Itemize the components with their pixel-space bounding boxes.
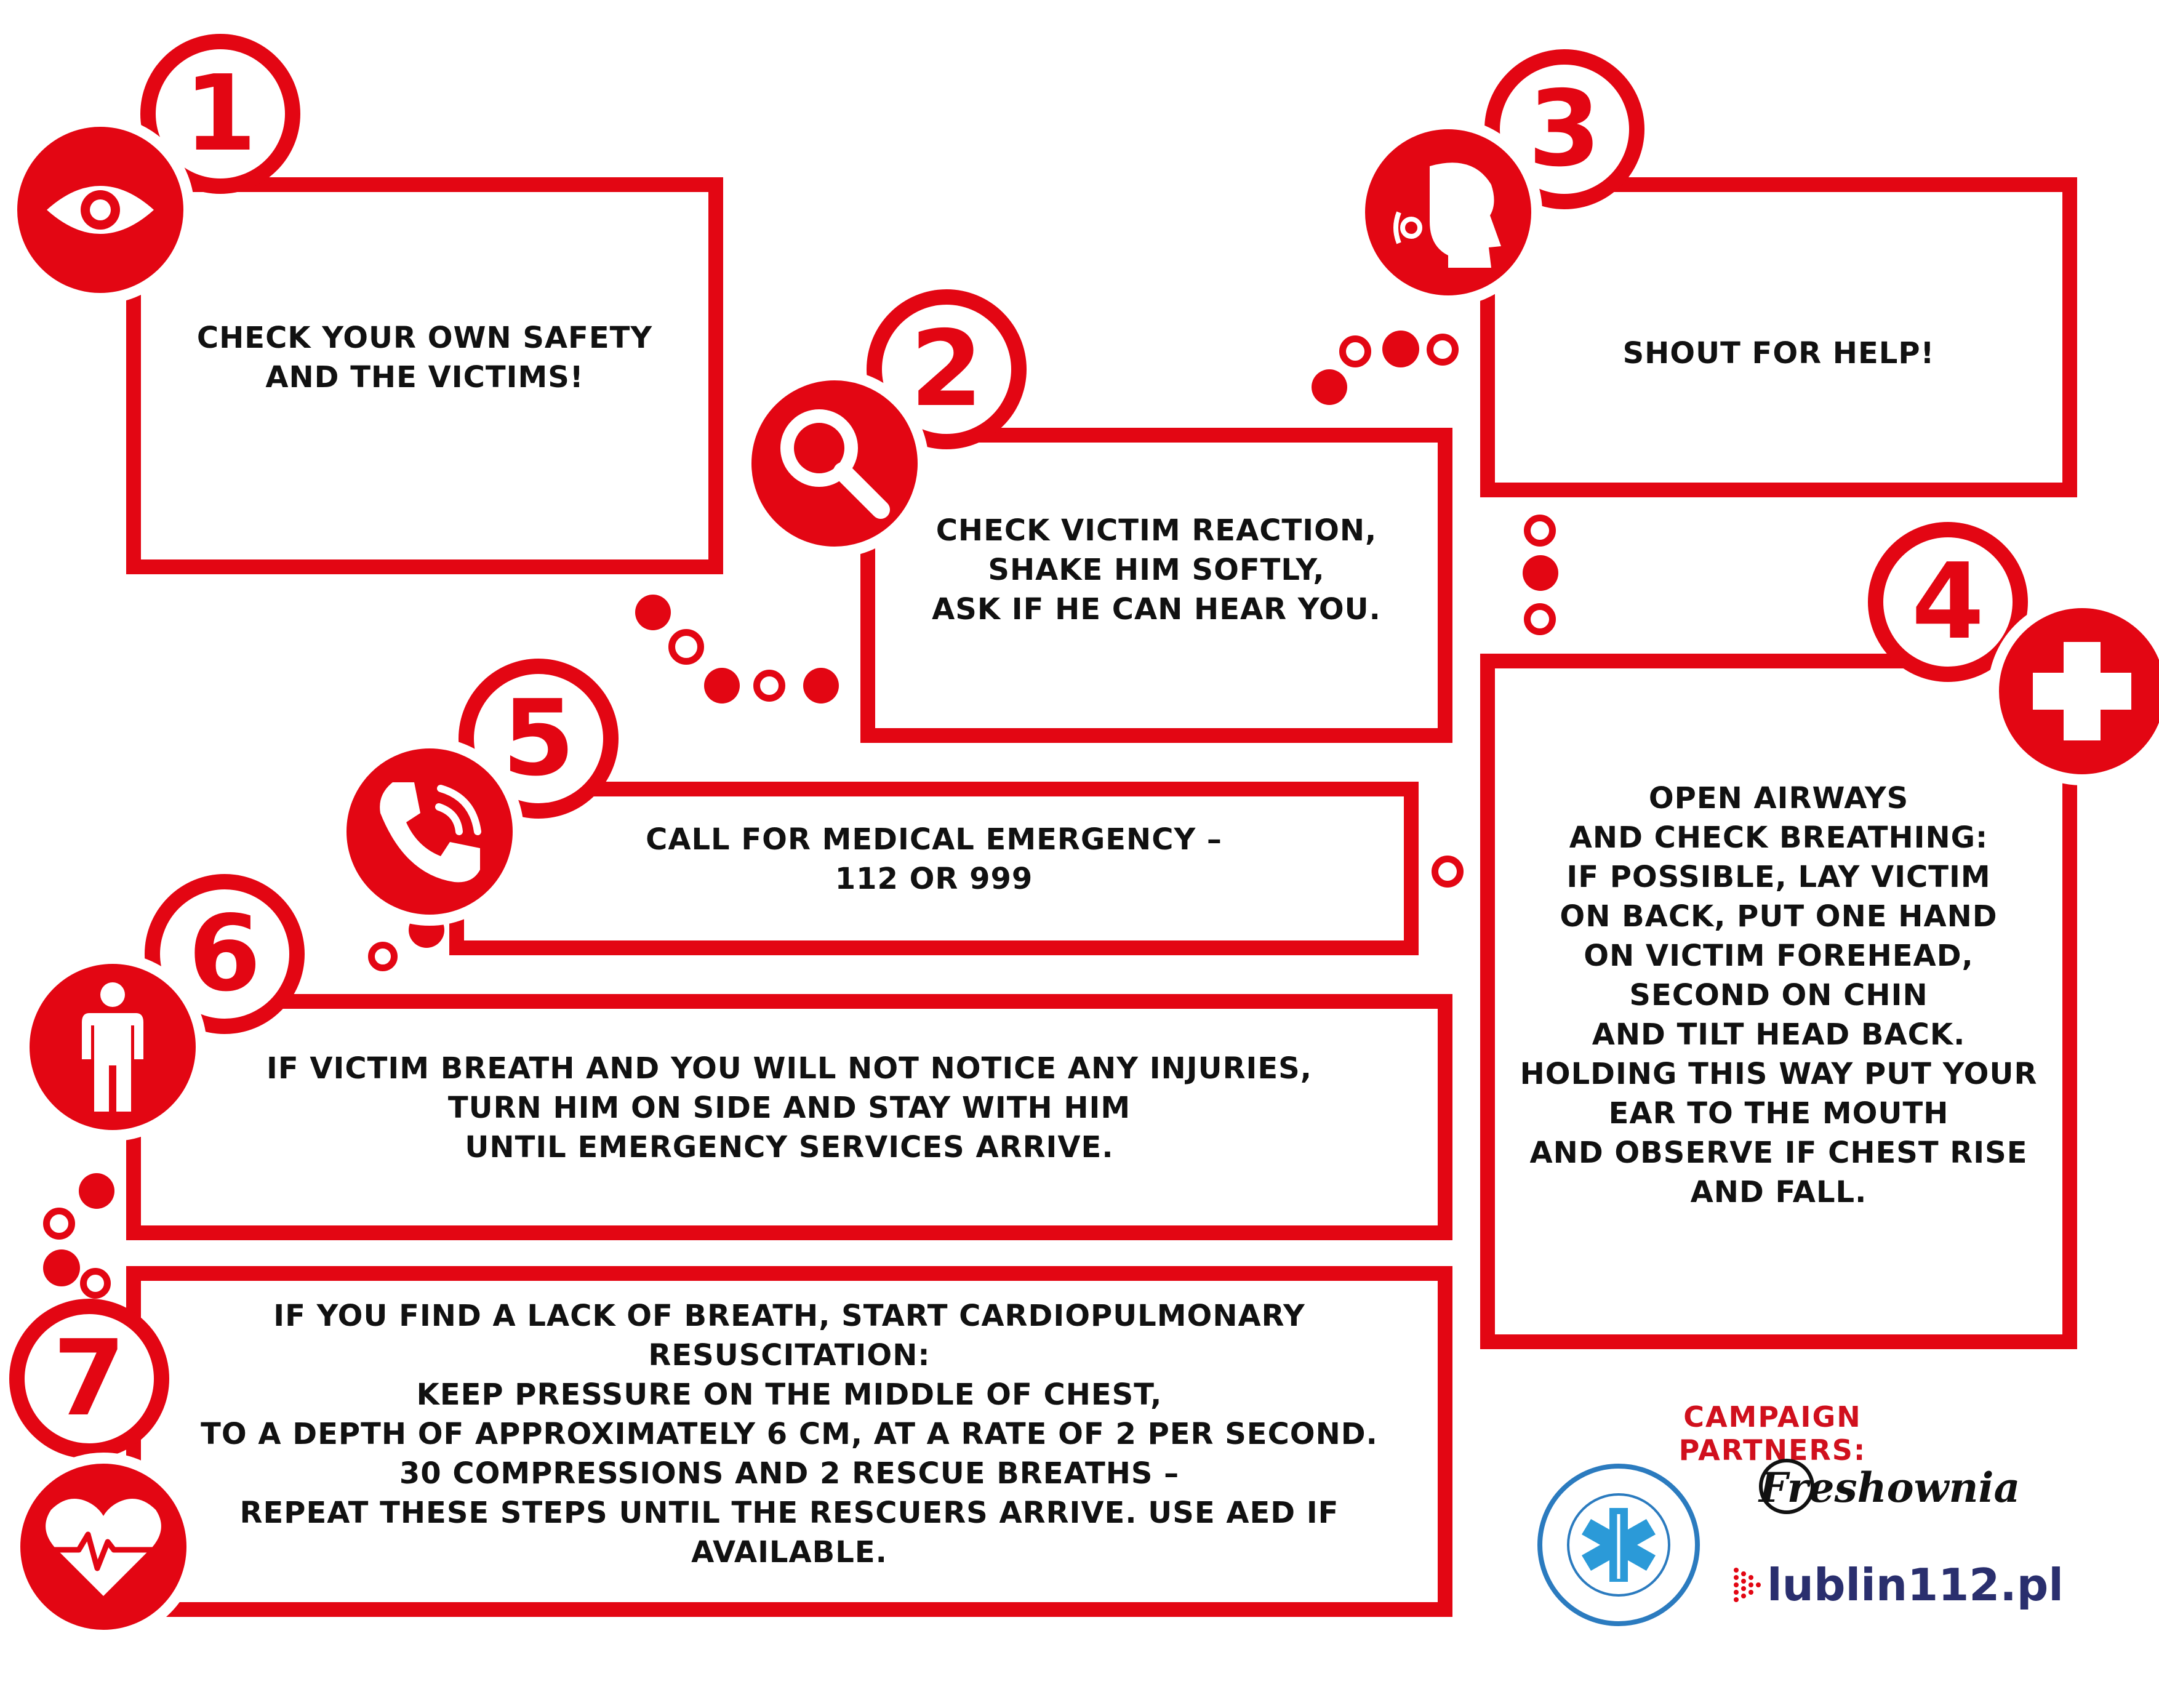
step-3-text: SHOUT FOR HELP! [1622,336,1935,371]
step-5-text: CALL FOR MEDICAL EMERGENCY – 112 OR 999 [646,822,1222,896]
lublin112-logo [1732,1557,2064,1613]
person-icon [76,979,150,1115]
connector-dot [80,1268,111,1299]
step-1-number: 1 [183,53,257,175]
connector-dot [1524,515,1556,547]
connector-dot [753,670,785,702]
connector-dot [1523,555,1558,591]
step-1-card [126,177,723,574]
step-2-card [860,428,1452,743]
lublin112-logo-text: lublin112.pl [1767,1559,2064,1611]
freshownia-mark [1759,1459,1814,1514]
connector-dot [43,1249,80,1286]
step-6-card [126,994,1452,1240]
step-6-number: 6 [188,893,262,1015]
magnifier-icon [776,405,893,522]
connector-dot [1427,334,1459,366]
wpr-lublin-logo [1536,1462,1702,1628]
step-3-icon-badge [1354,118,1542,307]
connector-dot [43,1208,75,1240]
step-5-card [449,782,1419,955]
connector-dot [803,668,839,704]
connector-dot [1339,335,1371,367]
freshownia-logo: Freshownia [1759,1464,2021,1512]
step-7-number-badge [9,1299,169,1459]
step-2-icon-badge [740,369,929,558]
step-4-text: OPEN AIRWAYS AND CHECK BREATHING: IF POSSIBLE, LAY VICTIM ON BACK, PUT ONE HAND ON VICTIM FOREHEAD, SECOND ON CHIN AND TILT HEAD BACK. HOLDING THIS WAY PUT YOUR EAR TO THE MOUTH AND OBSERVE IF CHEST RISE AND FALL. [1520,781,2038,1209]
connector-dot [1432,856,1464,888]
step-2-number: 2 [910,308,983,430]
step-7-card [126,1266,1452,1617]
partners-title: CAMPAIGN PARTNERS: [1678,1400,1867,1467]
step-5-number: 5 [502,678,575,800]
step-6-icon-badge [18,953,207,1141]
connector-dot [79,1173,114,1209]
connector-dot [368,942,398,971]
step-7-number: 7 [52,1318,126,1440]
eye-icon [42,173,159,247]
step-3-number: 3 [1528,68,1601,190]
connector-dot [668,629,704,665]
step-1-text: CHECK YOUR OWN SAFETY AND THE VICTIMS! [196,320,653,395]
connector-dot [704,668,740,704]
phone-icon [368,770,491,893]
step-5-icon-badge [335,737,524,926]
step-4-number: 4 [1911,541,1985,663]
connector-dot [635,595,671,630]
step-1-icon-badge [6,116,194,304]
shouting-head-icon [1387,154,1510,271]
connector-dot [1524,603,1556,635]
connector-dot [1312,369,1347,405]
connector-dot [1382,331,1419,367]
step-7-icon-badge [9,1453,198,1641]
play-arrow-icon [1732,1566,1763,1603]
step-4-card [1480,654,2077,1349]
heart-pulse-icon [39,1491,168,1602]
step-3-card [1480,177,2077,497]
step-2-text: CHECK VICTIM REACTION, SHAKE HIM SOFTLY, ASK IF HE CAN HEAR YOU. [932,513,1381,627]
medical-cross-icon [2027,636,2137,747]
step-6-text: IF VICTIM BREATH AND YOU WILL NOT NOTICE ANY INJURIES, TURN HIM ON SIDE AND STAY WITH HIM UNTIL EMERGENCY SERVICES ARRIVE. [266,1051,1312,1165]
step-7-text: IF YOU FIND A LACK OF BREATH, START CARDIOPULMONARY RESUSCITATION: KEEP PRESSURE ON THE MIDDLE OF CHEST, TO A DEPTH OF APPROXIMATELY 6 CM, AT A RATE OF 2 PER SECOND. 30 COMPRESSIONS AND 2 RESCUE BREATHS – REPEAT THESE STEPS UNTIL THE RESCUERS ARRIVE. USE AED IF AVAILABLE. [201,1298,1378,1570]
